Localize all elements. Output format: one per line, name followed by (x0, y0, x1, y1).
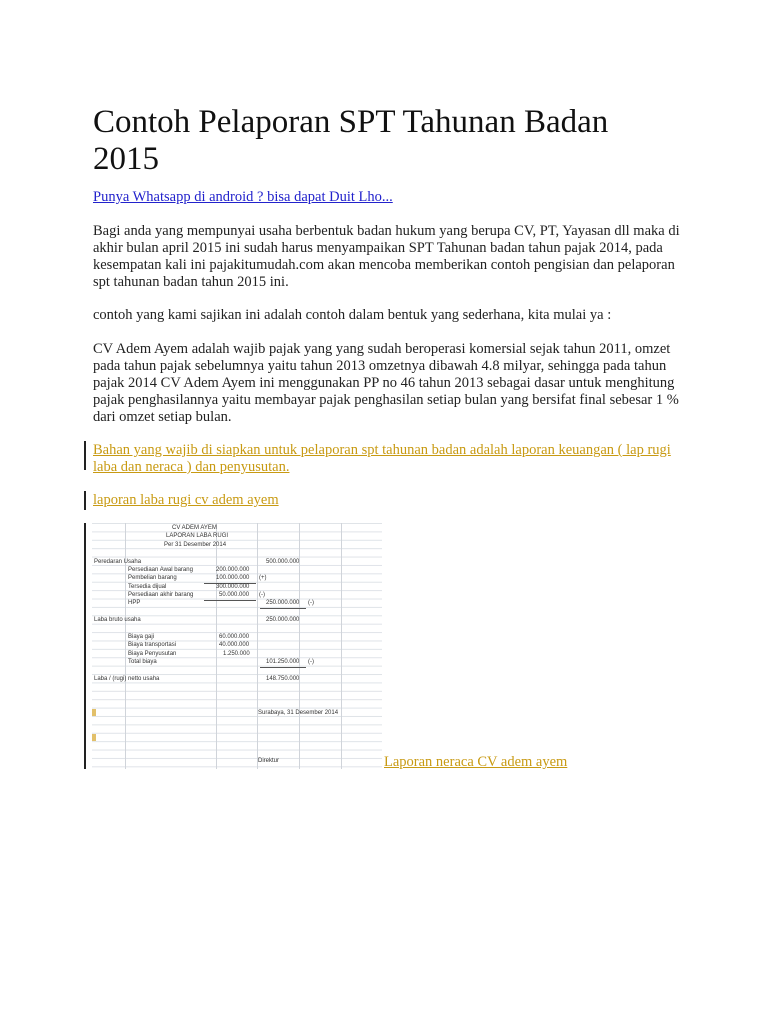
laba-rugi-link[interactable]: laporan laba rugi cv adem ayem (93, 492, 279, 508)
sheet-report-title: LAPORAN LABA RUGI (166, 533, 229, 539)
sheet-total-biaya-label: Total biaya (128, 659, 157, 665)
article-title: Contoh Pelaporan SPT Tahunan Badan 2015 (93, 104, 609, 177)
sheet-biaya-label: Biaya gaji (128, 634, 155, 640)
quote-bar (84, 491, 86, 510)
sheet-laba-bruto-value: 250.000.000 (266, 617, 300, 623)
sheet-biaya-label: Biaya transportasi (128, 642, 177, 648)
whatsapp-promo-link[interactable]: Punya Whatsapp di android ? bisa dapat Duit Lho... (93, 189, 393, 205)
bahan-laporan-link[interactable]: Bahan yang wajib di siapkan untuk pelaporan spt tahunan badan adalah laporan keuangan ( lap rugi laba dan neraca ) dan penyusutan. (93, 442, 671, 475)
sheet-biaya-value: 1.250.000 (223, 651, 250, 657)
sheet-hpp-item-value: 50.000.000 (219, 592, 250, 598)
sheet-biaya-value: 60.000.000 (219, 634, 250, 640)
example-intro-paragraph: contoh yang kami sajikan ini adalah contoh dalam bentuk yang sederhana, kita mulai ya : (93, 307, 612, 323)
sheet-hpp-item-label: Pembelian barang (128, 575, 177, 581)
intro-paragraph: Bagi anda yang mempunyai usaha berbentuk badan hukum yang berupa CV, PT, Yayasan dll maka di akhir bulan april 2015 ini sudah harus menyampaikan SPT Tahunan badan tahun pajak 2014, pada kesempatan kali ini pajakitumudah.com akan mencoba memberikan contoh pengisian dan pelaporan spt tahunan badan tahun 2015 ini. (93, 223, 680, 290)
sheet-hpp-item-sign: (+) (259, 575, 267, 581)
sheet-hpp-item-value: 200.000.000 (216, 567, 250, 573)
laba-rugi-spreadsheet-image (92, 523, 382, 769)
sheet-hpp-item-label: Tersedia dijual (128, 584, 167, 590)
sheet-peredaran-value: 500.000.000 (266, 559, 300, 565)
sheet-signature-label: Direktur (258, 758, 280, 764)
sheet-total-biaya-value: 101.250.000 (266, 659, 300, 665)
quote-bar (84, 523, 86, 769)
sheet-hpp-item-sign: (-) (259, 592, 265, 598)
sheet-hpp-sign: (-) (308, 600, 314, 606)
sheet-laba-netto-value: 148.750.000 (266, 676, 300, 682)
sheet-company-name: CV ADEM AYEM (172, 525, 217, 531)
sheet-laba-netto-label: Laba / (rugi) netto usaha (94, 676, 160, 682)
sheet-hpp-item-label: Persediaan Awal barang (128, 567, 193, 573)
sheet-total-biaya-sign: (-) (308, 659, 314, 665)
quote-bar (84, 441, 86, 470)
sheet-place-date: Surabaya, 31 Desember 2014 (258, 710, 339, 716)
neraca-link[interactable]: Laporan neraca CV adem ayem (384, 754, 568, 770)
sheet-hpp-item-value: 300.000.000 (216, 584, 250, 590)
sheet-hpp-item-label: Persediaan akhir barang (128, 592, 194, 598)
sheet-biaya-value: 40.000.000 (219, 642, 250, 648)
sheet-biaya-label: Biaya Penyusutan (128, 651, 177, 657)
sheet-laba-bruto-label: Laba bruto usaha (94, 617, 141, 623)
sheet-hpp-item-value: 100.000.000 (216, 575, 250, 581)
sheet-hpp-value: 250.000.000 (266, 600, 300, 606)
cv-description-paragraph: CV Adem Ayem adalah wajib pajak yang yang sudah beroperasi komersial sejak tahun 2011, omzet pada tahun pajak sebelumnya yaitu tahun 2013 omzetnya dibawah 4.8 milyar, sehingga pada tahun pajak 2014 CV Adem Ayem ini menggunakan PP no 46 tahun 2013 sebagai dasar untuk menghitung pajak penghasilannya yaitu membayar pajak penghasilan setiap bulan yang bersifat final sebesar 1 % dari omzet setiap bulan. (93, 341, 679, 425)
sheet-report-date: Per 31 Desember 2014 (164, 542, 227, 548)
sheet-hpp-label: HPP (128, 600, 141, 606)
sheet-peredaran-label: Peredaran Usaha (94, 559, 142, 565)
